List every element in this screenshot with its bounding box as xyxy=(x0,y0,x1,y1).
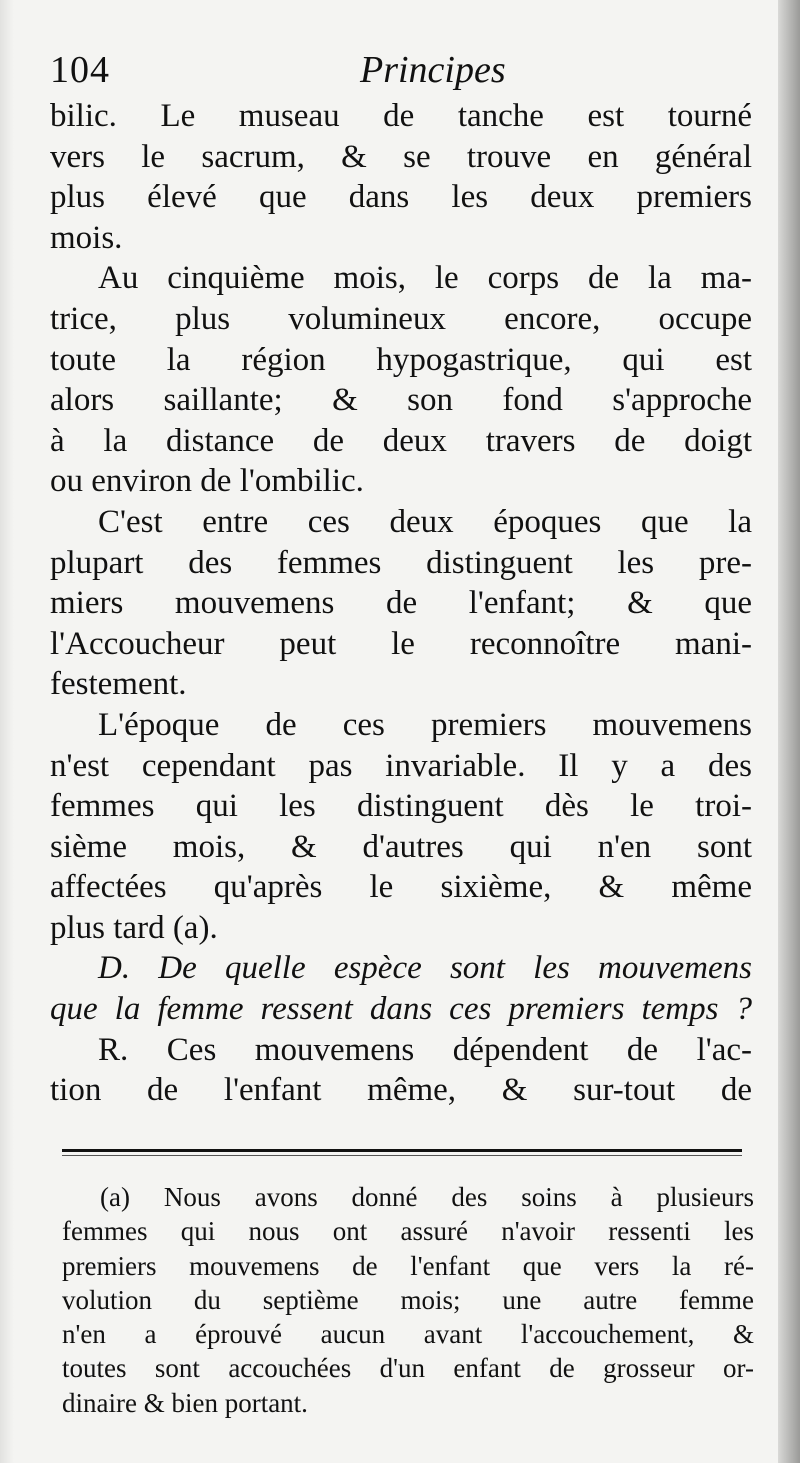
footnote-line: toutes sont accouchées d'un enfant de grosseur or- xyxy=(62,1353,754,1384)
footnote-separator xyxy=(62,1149,742,1152)
answer-line: tion de l'enfant même, & sur-tout de xyxy=(50,1072,752,1109)
text-line: vers le sacrum, & se trouve en général xyxy=(50,138,752,175)
footnote-line: n'en a éprouvé aucun avant l'accouchement, & xyxy=(62,1319,754,1350)
page-gutter-shadow xyxy=(0,0,14,1463)
footnote-line: dinaire & bien portant. xyxy=(62,1387,308,1418)
text-line: festement. xyxy=(50,666,187,703)
text-line: L'époque de ces premiers mouvemens xyxy=(98,706,752,743)
question-line: que la femme ressent dans ces premiers temps ? xyxy=(50,991,752,1028)
text-line: affectées qu'après le sixième, & même xyxy=(50,869,752,906)
text-line: femmes qui les distinguent dès le troi- xyxy=(50,788,752,825)
answer-line: R. Ces mouvemens dépendent de l'ac- xyxy=(98,1031,752,1068)
footnote-line: (a) Nous avons donné des soins à plusieurs xyxy=(100,1182,754,1212)
text-line: mois. xyxy=(50,219,123,256)
running-head: Principes xyxy=(360,49,506,91)
footnote-line: femmes qui nous ont assuré n'avoir ressenti les xyxy=(62,1216,754,1247)
text-line: trice, plus volumineux encore, occupe xyxy=(50,300,752,337)
text-line: bilic. Le museau de tanche est tourné xyxy=(50,98,752,134)
page-number: 104 xyxy=(50,49,110,91)
footnote-separator-thin xyxy=(62,1155,742,1156)
footnote-line: premiers mouvemens de l'enfant que vers la ré- xyxy=(62,1250,754,1281)
question-line: D. De quelle espèce sont les mouvemens xyxy=(98,950,752,987)
text-line: ou environ de l'ombilic. xyxy=(50,463,364,500)
text-line: Au cinquième mois, le corps de la ma- xyxy=(98,260,752,297)
text-line: n'est cependant pas invariable. Il y a des xyxy=(50,747,752,784)
text-line: plus tard (a). xyxy=(50,909,218,946)
footnote-line: volution du septième mois; une autre femme xyxy=(62,1284,754,1315)
text-line: alors saillante; & son fond s'approche xyxy=(50,382,752,419)
text-line: toute la région hypogastrique, qui est xyxy=(50,341,752,378)
text-line: à la distance de deux travers de doigt xyxy=(50,422,752,459)
page-edge-shadow xyxy=(778,0,800,1463)
main-text xyxy=(50,96,752,1111)
text-line: plupart des femmes distinguent les pre- xyxy=(50,544,752,581)
text-line: C'est entre ces deux époques que la xyxy=(98,503,752,540)
text-line: l'Accoucheur peut le reconnoître mani- xyxy=(50,625,752,662)
text-line: sième mois, & d'autres qui n'en sont xyxy=(50,828,752,865)
text-line: plus élevé que dans les deux premiers xyxy=(50,179,752,216)
page-header xyxy=(50,48,750,98)
text-line: miers mouvemens de l'enfant; & que xyxy=(50,585,752,622)
footnote xyxy=(62,1180,754,1420)
